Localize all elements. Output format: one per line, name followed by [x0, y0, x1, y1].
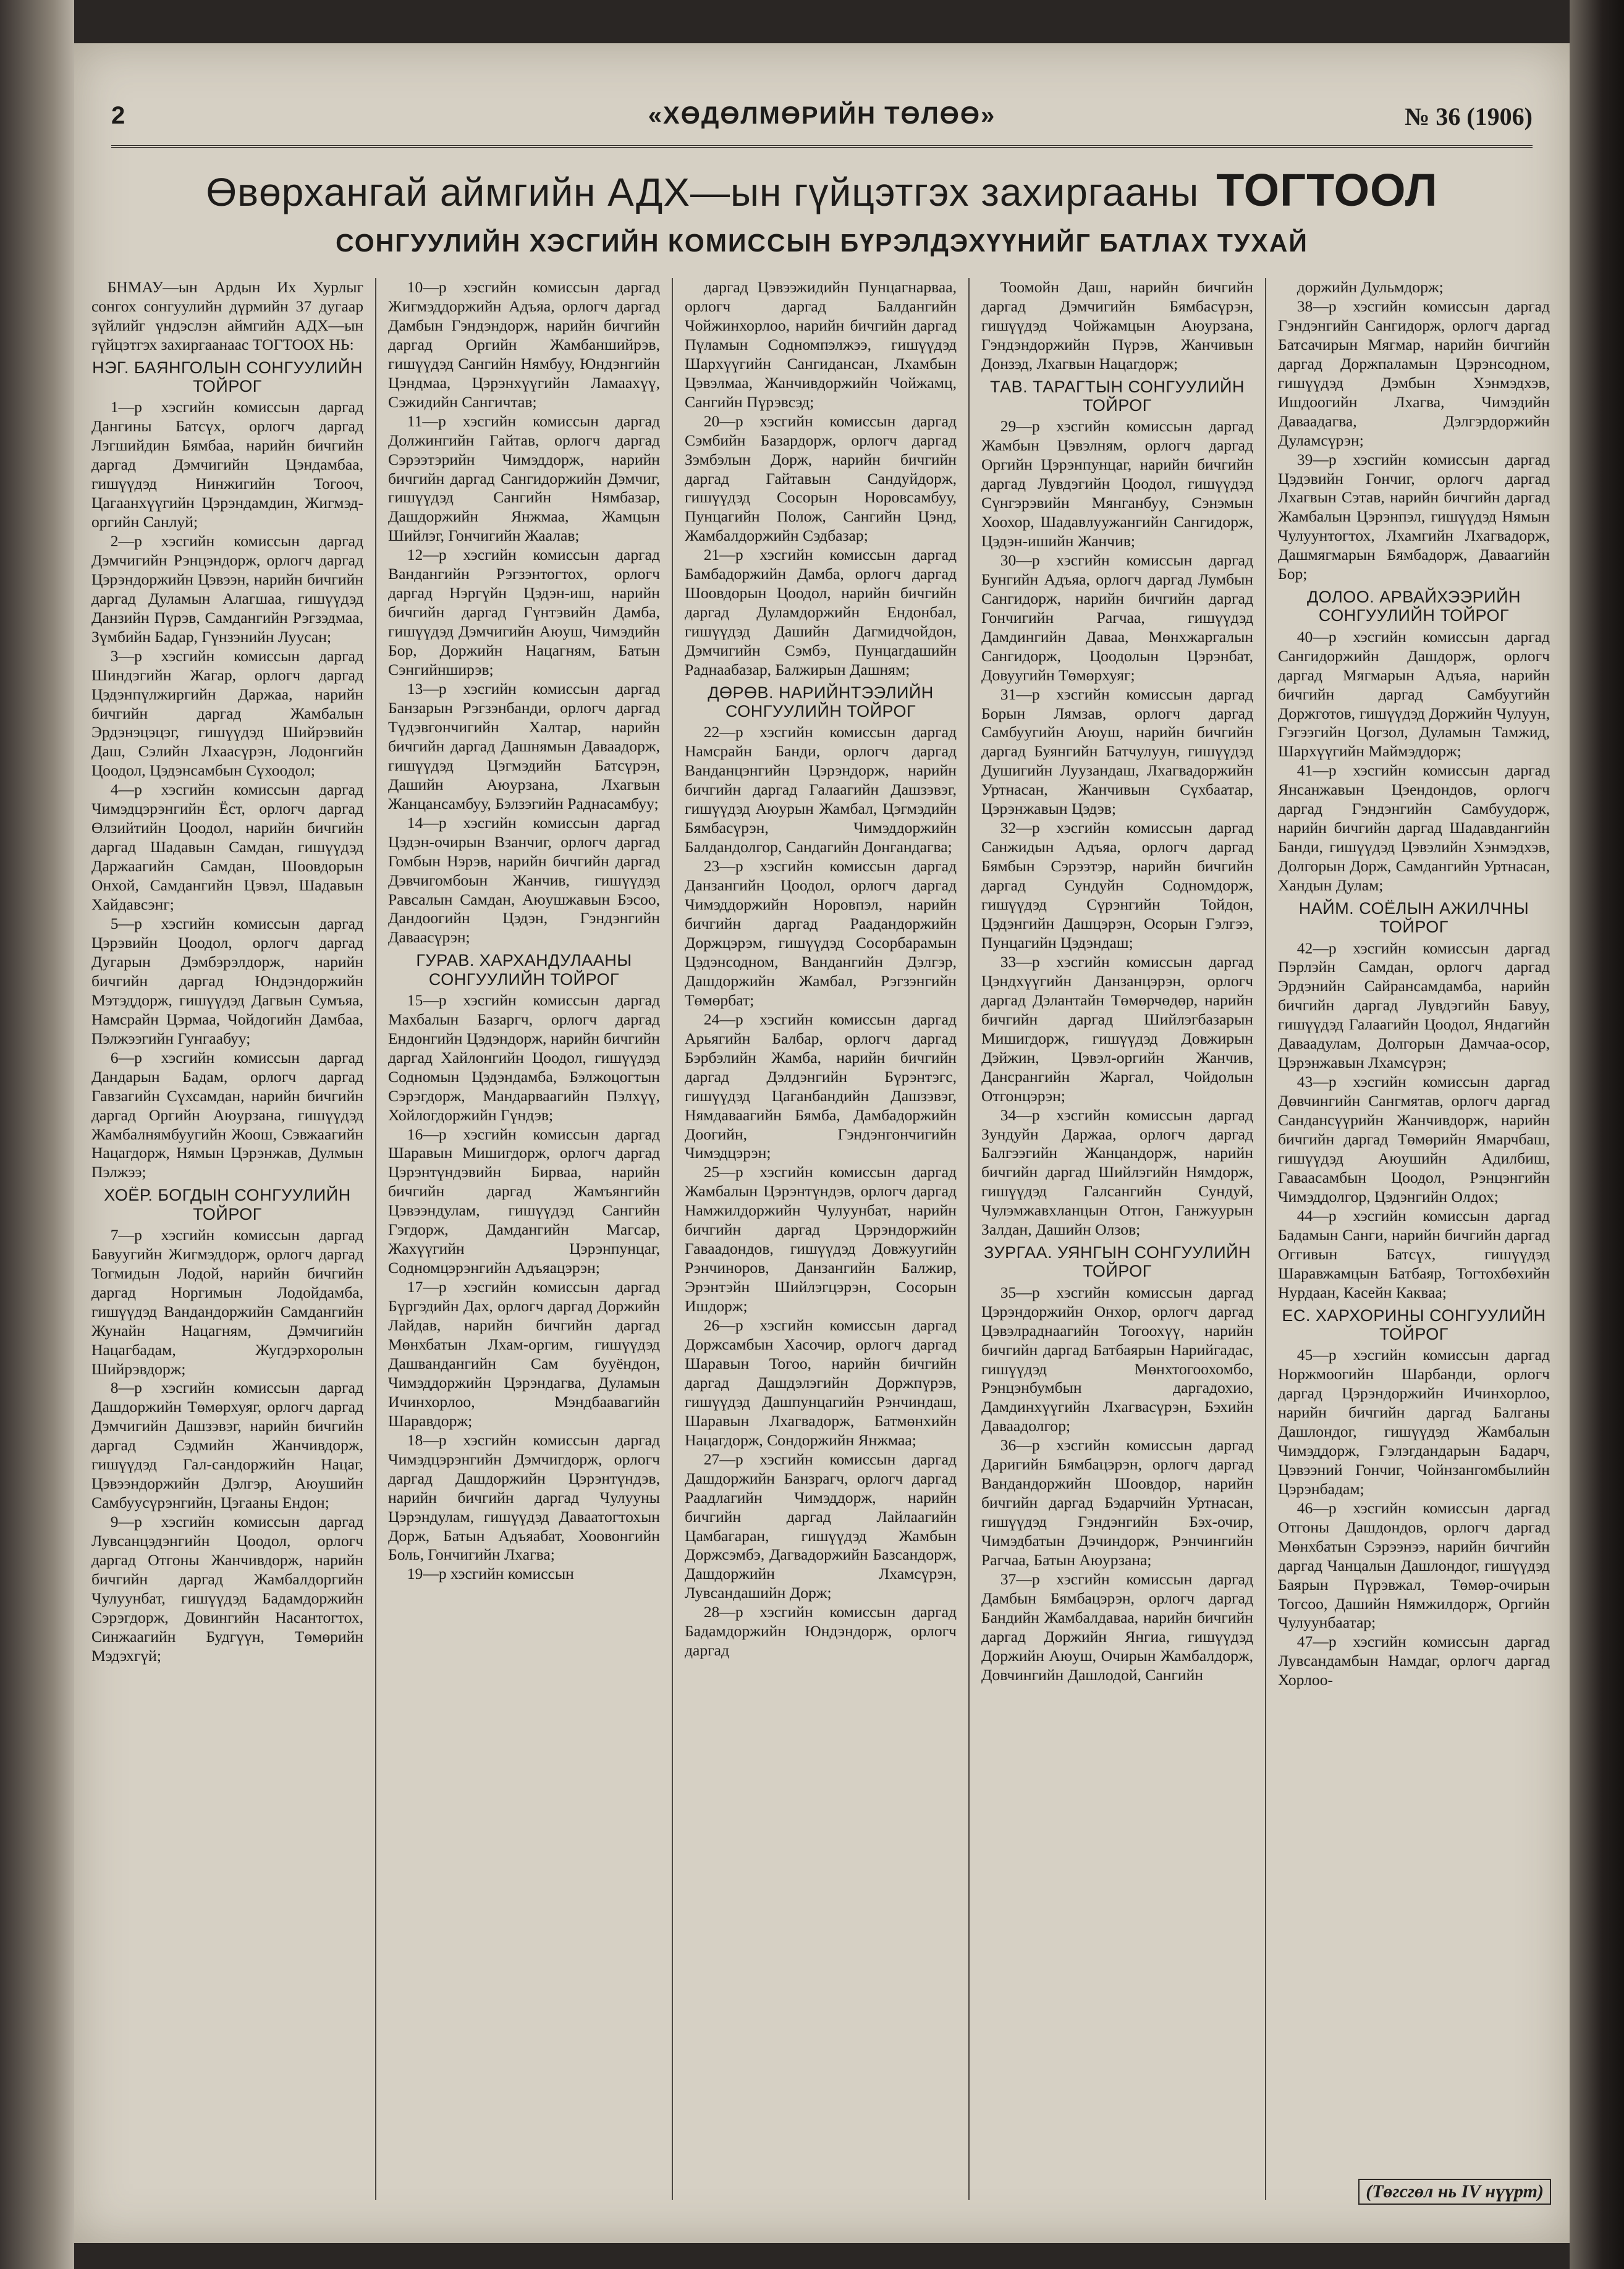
column-2 [388, 278, 660, 2200]
commission-paragraph: 32—р хэсгийн комиссын даргад Санжидын Адъяа, орлогч даргад Бямбын Сэрээтэр, нарийн бичгийн даргад Сундуйн Содномдорж, гишүүдэд Сүрэнгийн Тойдон, Цэдэнгийн Дашцэрэн, Осорын Гэлгээ, Пунцагийн Цэдэндаш; [981, 819, 1253, 952]
commission-paragraph: 38—р хэсгийн комиссын даргад Гэндэнгийн Сангидорж, орлогч даргад Батсачирын Мягмар, нарийн бичгийн даргад Доржпаламын Цэрэнсодном, гишүүдэд Дэмбын Хэнмэдхэв, Ишдоогийн Лхагва, Чимэдийн Даваадагва, Дэлгэрдоржийн Дуламсүрэн; [1278, 297, 1550, 449]
commission-paragraph: 19—р хэсгийн комиссын [407, 1565, 574, 1583]
commission-paragraph: 6—р хэсгийн комиссын даргад Дандарын Бадам, орлогч даргад Гавзагийн Сүхсамдан, нарийн бичгийн даргад Оргийн Аюурзана, гишүүдэд Жамбалнямбуугийн Жоош, Сэвжаагийн Нацагдорж, Нямын Цэрэнжав, Дулмын Пэлжээ; [91, 1048, 363, 1181]
commission-paragraph: 25—р хэсгийн комиссын даргад Жамбалын Цэрэнтүндэв, орлогч даргад Намжилдоржийн Чулуунбат, нарийн бичгийн даргад Цэрэндоржийн Гаваадондов, гишүүдэд Довжуугийн Рэнчиноров, Данзангийн Балжир, Эрэнтэйн Шийлэгцэрэн, Сосорын Ишдорж; [685, 1163, 957, 1316]
masthead [111, 102, 1533, 148]
issue-number: № 36 (1906) [1405, 103, 1533, 130]
commission-paragraph: 14—р хэсгийн комиссын даргад Цэдэн-очирын Взанчиг, орлогч даргад Гомбын Нэрэв, нарийн бичгийн даргад Дэвчигомбоын Жанчив, гишүүдэд Равсалын Самдан, Аюушжавын Бэсоо, Дандоогийн Цэдэн, Гэндэнгийн Даваасүрэн; [388, 813, 660, 947]
district-heading: НАЙМ. СОЁЛЫН АЖИЛЧНЫ ТОЙРОГ [1298, 899, 1529, 937]
commission-paragraph: даргад Цэвээжидийн Пунцагнарваа, орлогч даргад Балдангийн Чойжинхорлоо, нарийн бичгийн даргад Пүламын Содномпэлжээ, гишүүдэд Шархүүгийн Сангидансан, Лхамбын Цэвэлмаа, Жанчивдоржийн Чойжамц, Сангийн Пүрэвсэд; [685, 278, 957, 411]
commission-paragraph: 39—р хэсгийн комиссын даргад Цэдэвийн Гончиг, орлогч даргад Лхагвын Сэтав, нарийн бичгийн даргад Жамбалын Цэрэнпэл, гишүүдэд Нямын Чулуунтогтох, Лхамгийн Лхагвадорж, Дашмягмарын Бямбадорж, Даваагийн Бор; [1278, 450, 1550, 583]
district-heading: ЕС. ХАРХОРИНЫ СОНГУУЛИЙН ТОЙРОГ [1282, 1306, 1546, 1343]
commission-paragraph: 47—р хэсгийн комиссын даргад Лувсандамбын Намдаг, орлогч даргад Хорлоо- [1278, 1633, 1550, 1689]
commission-paragraph: 24—р хэсгийн комиссын даргад Арьягийн Балбар, орлогч даргад Бэрбэлийн Жамба, нарийн бичгийн даргад Дэлдэнгийн Бүрэнтэгс, гишүүдэд Цаганбандийн Дашзэвэг, Нямдаваагийн Бямба, Дамбадоржийн Доогийн, Гэндэнгончигийн Чимэдцэрэн; [685, 1010, 957, 1162]
commission-paragraph: 27—р хэсгийн комиссын даргад Дашдоржийн Банзрагч, орлогч даргад Раадлагийн Чимэддорж, нарийн бичгийн даргад Лайлаагийн Цамбагаран, гишүүдэд Жамбын Доржсэмбэ, Дагвадоржийн Базсандорж, Дашдоржийн Лхамсүрэн, Лувсандашийн Дорж; [685, 1450, 957, 1602]
commission-paragraph: 45—р хэсгийн комиссын даргад Норжмоогийн Шарбанди, орлогч даргад Цэрэндоржийн Ичинхорлоо, нарийн бичгийн даргад Балганы Дашлондог, гишүүдэд Жамбалын Чимэддорж, Гэлэгдандарын Бадарч, Цэвээний Гончиг, Чойнзангомбылийн Цэрэнбадам; [1278, 1346, 1550, 1498]
column-4 [981, 278, 1253, 2200]
page-edge-right [1570, 0, 1624, 2269]
commission-paragraph: 42—р хэсгийн комиссын даргад Пэрлэйн Самдан, орлогч даргад Эрдэнийн Сайрансамдамба, нарийн бичгийн даргад Лувдэгийн Бавуу, гишүүдэд Галаагийн Цоодол, Яндагийн Даваадулам, Долгорын Дамчаа-осор, Цэрэнжавын Лхамсүрэн; [1278, 939, 1550, 1072]
commission-paragraph: доржийн Дульмдорж; [1296, 278, 1444, 296]
article-columns [91, 278, 1552, 2206]
commission-paragraph: 20—р хэсгийн комиссын даргад Сэмбийн Базардорж, орлогч даргад Зэмбэлын Дорж, нарийн бичгийн даргад Гайтавын Сандуйдорж, гишүүдэд Сосорын Норовсамбуу, Пунцагийн Полож, Сангийн Цэнд, Жамбалдоржийн Сэдбазар; [685, 412, 957, 545]
commission-paragraph: 5—р хэсгийн комиссын даргад Цэрэвийн Цоодол, орлогч даргад Дугарын Дэмбэрэлдорж, нарийн бичгийн даргад Юндэндоржийн Мэтэддорж, гишүүдэд Дагвын Сумъяа, Намсрайн Цэрмаа, Чойдогийн Дамбаа, Пэлжээгийн Гунгаабуу; [91, 915, 363, 1047]
commission-paragraph: 13—р хэсгийн комиссын даргад Банзарын Рэгзэнбанди, орлогч даргад Түдэвгончигийн Халтар, нарийн бичгийн даргад Дашнямын Даваадорж, гишүүдэд Цэгмэдийн Батсүрэн, Дашийн Аюурзана, Лхагвын Жанцансамбуу, Бэлзэгийн Раднасамбуу; [388, 680, 660, 813]
commission-paragraph: 36—р хэсгийн комиссын даргад Даригийн Бямбацэрэн, орлогч даргад Вандандоржийн Шоовдор, нарийн бичгийн даргад Бэдарчийн Уртнасан, гишүүдэд Гэндэнгийн Бэх-очир, Чимэдбатын Дэчиндорж, Рэнчингийн Рагчаа, Батын Аюурзана; [981, 1436, 1253, 1570]
commission-paragraph: 12—р хэсгийн комиссын даргад Вандангийн Рэгзэнтогтох, орлогч даргад Нэргүйн Цэдэн-иш, нарийн бичгийн даргад Гүнтэвийн Дамба, гишүүдэд Дэмчигийн Аюуш, Чимэдийн Бор, Доржийн Нацагням, Батын Сэнгийнширэв; [388, 546, 660, 679]
newspaper-title: «ХӨДӨЛМӨРИЙН ТӨЛӨӨ» [648, 102, 996, 129]
commission-paragraph: 22—р хэсгийн комиссын даргад Намсрайн Банди, орлогч даргад Ванданцэнгийн Цэрэндорж, нарийн бичгийн даргад Галаагийн Дашзэвэг, гишүүдэд Аюурын Жамбал, Цэгмэдийн Бямбасүрэн, Чимэддоржийн Балдандолгор, Сандагийн Донгандагва; [685, 723, 957, 856]
commission-paragraph: 4—р хэсгийн комиссын даргад Чимэдцэрэнгийн Ёст, орлогч даргад Өлзийтийн Цоодол, нарийн бичгийн даргад Шадавын Самдан, гишүүдэд Даржаагийн Самдан, Шоовдорын Онхой, Самдангийн Цэвэл, Шадавын Хайдавсэнг; [91, 780, 363, 914]
commission-paragraph: 9—р хэсгийн комиссын даргад Лувсанцэдэнгийн Цоодол, орлогч даргад Отгоны Жанчивдорж, нарийн бичгийн даргад Жамбалдоргийн Чулуунбат, гишүүдэд Бадамдоржийн Сэрэгдорж, Довингийн Насантогтох, Синжаагийн Будгүүн, Төмөрийн Мэдэхгүй; [91, 1513, 363, 1665]
commission-paragraph: Тоомойн Даш, нарийн бичгийн даргад Дэмчигийн Бямбасүрэн, гишүүдэд Чойжамцын Аюурзана, Гэндэндоржийн Пүрэв, Жанчивын Донзэд, Лхагвын Нацагдорж; [981, 278, 1253, 373]
commission-paragraph: 34—р хэсгийн комиссын даргад Зундуйн Даржаа, орлогч даргад Балгээгийн Жанцандорж, нарийн бичгийн даргад Шийлэгийн Нямдорж, гишүүдэд Галсангийн Сундуй, Чулэмжавхланцын Отгон, Ганжуурын Залдан, Дашийн Олзов; [981, 1105, 1253, 1239]
headline-keyword: ТОГТООЛ [1216, 164, 1438, 216]
commission-paragraph: 33—р хэсгийн комиссын даргад Цэндхүүгийн Данзанцэрэн, орлогч даргад Дэлантайн Төмөрчөдөр, нарийн бичгийн даргад Шийлэгбазарын Мишигдорж, гишүүдэд Довжирын Дэйжин, Цэвэл-оргийн Жанчив, Дансрангийн Жаргал, Чойдолын Отгонцэрэн; [981, 952, 1253, 1105]
commission-paragraph: БНМАУ—ын Ардын Их Хурлыг сонгох сонгуулийн дүрмийн 37 дугаар зүйлийг үндэслэн аймгийн АДХ—ын гүйцэтгэх захиргаанаас ТОГТООХ НЬ: [91, 278, 363, 353]
column-divider [1265, 278, 1266, 2200]
commission-paragraph: 26—р хэсгийн комиссын даргад Доржсамбын Хасочир, орлогч даргад Шаравын Тогоо, нарийн бичгийн даргад Дашдэлэгийн Доржпүрэв, гишүүдэд Дашпунцагийн Рэнчиндаш, Шаравын Лхагвадорж, Батмөнхийн Нацагдорж, Сондоржийн Янжмаа; [685, 1316, 957, 1449]
commission-paragraph: 28—р хэсгийн комиссын даргад Бадамдоржийн Юндэндорж, орлогч даргад [685, 1603, 957, 1660]
commission-paragraph: 21—р хэсгийн комиссын даргад Бамбадоржийн Дамба, орлогч даргад Шоовдорын Цоодол, нарийн бичгийн даргад Дуламдоржийн Ендонбал, гишүүдэд Дашийн Дагмидчойдон, Дэмчигийн Сэмбэ, Пунцагдашийн Раднаабазар, Балжирын Дашням; [685, 546, 957, 679]
commission-paragraph: 46—р хэсгийн комиссын даргад Отгоны Дашдондов, орлогч даргад Мөнхбатын Сэрээнээ, нарийн бичгийн даргад Чанцалын Дашлондог, гишүүдэд Баярын Пүрэвжал, Төмөр-очирын Тогсоо, Дашийн Нямжилдорж, Оргийн Чулуунбаатар; [1278, 1498, 1550, 1632]
commission-paragraph: 40—р хэсгийн комиссын даргад Сангидоржийн Дашдорж, орлогч даргад Мягмарын Адъяа, нарийн бичгийн даргад Самбуугийн Доржготов, гишүүдэд Доржийн Чулуун, Гэгээгийн Цогзол, Дуламын Тамжид, Шархүүгийн Маймэддорж; [1278, 627, 1550, 761]
commission-paragraph: 10—р хэсгийн комиссын даргад Жигмэддоржийн Адъяа, орлогч даргад Дамбын Гэндэндорж, нарийн бичгийн даргад Оргийн Жамбаншийрэв, гишүүдэд Сангийн Нямбуу, Юндэнгийн Цэндмаа, Цэрэнхүүгийн Ламаахүү, Сэжидийн Сангичтав; [388, 278, 660, 411]
commission-paragraph: 11—р хэсгийн комиссын даргад Должингийн Гайтав, орлогч даргад Сэрээтэрийн Чимэддорж, нарийн бичгийн даргад Сангидоржийн Дэмчиг, гишүүдэд Сангийн Нямбазар, Дашдоржийн Янжмаа, Жамцын Шийлэг, Гончигийн Жаалав; [388, 412, 660, 545]
page-number: 2 [111, 102, 125, 129]
headline-text: Өвөрхангай аймгийн АДХ—ын гүйцэтгэх захиргааны [206, 170, 1199, 214]
commission-paragraph: 1—р хэсгийн комиссын даргад Дангины Батсүх, орлогч даргад Лэгшийдин Бямбаа, нарийн бичгийн даргад Дэмчигийн Цэндамбаа, гишүүдэд Нинжигийн Тогооч, Цагаанхүүгийн Цэрэндамдин, Жигмэд-оргийн Санлуй; [91, 398, 363, 531]
article-headline [74, 164, 1570, 216]
district-heading: НЭГ. БАЯНГОЛЫН СОНГУУЛИЙН ТОЙРОГ [92, 358, 363, 396]
commission-paragraph: 8—р хэсгийн комиссын даргад Дашдоржийн Төмөрхуяг, орлогч даргад Дэмчигийн Дашзэвэг, нарийн бичгийн даргад Сэдмийн Жанчивдорж, гишүүдэд Гал-сандоржийн Нацаг, Цэвээндоржийн Дэлгэр, Аюушийн Самбуусүрэнгийн, Цэгааны Ендон; [91, 1379, 363, 1512]
commission-paragraph: 35—р хэсгийн комиссын даргад Цэрэндоржийн Онхор, орлогч даргад Цэвэлраднаагийн Тогоохүү, нарийн бичгийн даргад Батбаярын Нарийгадас, гишүүдэд Мөнхтогоохомбо, Рэнцэнбумбын даргадохио, Дамдинхүүгийн Лхагвасүрэн, Бэхийн Даваадолгор; [981, 1283, 1253, 1435]
column-divider [968, 278, 970, 2200]
commission-paragraph: 29—р хэсгийн комиссын даргад Жамбын Цэвэлням, орлогч даргад Оргийн Цэрэнпунцаг, нарийн бичгийн даргад Лувдэгийн Цоодол, гишүүдэд Сүнгэрэвийн Мянганбуу, Сэнэмын Хоохор, Шадавлуужангийн Сангидорж, Цэдэн-ишийн Жанчив; [981, 417, 1253, 550]
commission-paragraph: 16—р хэсгийн комиссын даргад Шаравын Мишигдорж, орлогч даргад Цэрэнтүндэвийн Бирваа, нарийн бичгийн даргад Жамъянгийн Цэвээндулам, гишүүдэд Сангийн Гэгдорж, Дамдангийн Магсар, Жахүүгийн Цэрэнпунцаг, Содномцэрэнгийн Адъяацэрэн; [388, 1125, 660, 1277]
commission-paragraph: 7—р хэсгийн комиссын даргад Бавуугийн Жигмэддорж, орлогч даргад Тогмидын Лодой, нарийн бичгийн даргад Норгимын Лодойдамба, гишүүдэд Вандандоржийн Самдангийн Жунайн Нацагням, Дэмчигийн Нацагбадам, Жугдэрхоролын Шийрэвдорж; [91, 1225, 363, 1378]
commission-paragraph: 2—р хэсгийн комиссын даргад Дэмчигийн Рэнцэндорж, орлогч даргад Цэрэндоржийн Цэвээн, нарийн бичгийн даргад Дуламын Алагшаа, гишүүдэд Данзийн Пүрэв, Самдангийн Рэгзэдмаа, Зүмбийн Бадар, Гүнзэнийн Луусан; [91, 531, 363, 646]
commission-paragraph: 18—р хэсгийн комиссын даргад Чимэдцэрэнгийн Дэмчигдорж, орлогч даргад Дашдоржийн Цэрэнтүндэв, нарийн бичгийн даргад Чулууны Цэрэндулам, гишүүдэд Даваатогтохын Дорж, Батын Адъяабат, Хоовонгийн Боль, Гончигийн Лхагва; [388, 1430, 660, 1564]
district-heading: ГУРАВ. ХАРХАНДУЛААНЫ СОНГУУЛИЙН ТОЙРОГ [416, 951, 632, 989]
column-3 [685, 278, 957, 2200]
column-divider [375, 278, 376, 2200]
district-heading: ДОЛОО. АРВАЙХЭЭРИЙН СОНГУУЛИЙН ТОЙРОГ [1307, 588, 1521, 625]
district-heading: ХОЁР. БОГДЫН СОНГУУЛИЙН ТОЙРОГ [104, 1186, 351, 1223]
commission-paragraph: 17—р хэсгийн комиссын даргад Бүргэдийн Дах, орлогч даргад Доржийн Лайдав, нарийн бичгийн даргад Мөнхбатын Лхам-оргим, гишүүдэд Дашвандангийн Сам бууёндон, Чимэддоржийн Цэрэндагва, Дуламын Ичинхорлоо, Мэндбаавагийн Шаравдорж; [388, 1278, 660, 1430]
commission-paragraph: 15—р хэсгийн комиссын даргад Махбалын Базаргч, орлогч даргад Ендонгийн Цэдэндорж, нарийн бичгийн даргад Хайлонгийн Цоодол, гишүүдэд Содномын Цэдэндамба, Бэлжоцогтын Сэрэгдорж, Мандарваагийн Пэлхүү, Хойлогдоржийн Гүндэв; [388, 991, 660, 1124]
column-1 [91, 278, 363, 2200]
column-5 [1278, 278, 1550, 2200]
district-heading: ЗУРГАА. УЯНГЫН СОНГУУЛИЙН ТОЙРОГ [983, 1243, 1251, 1281]
commission-paragraph: 23—р хэсгийн комиссын даргад Данзангийн Цоодол, орлогч даргад Чимэддоржийн Норовпэл, нарийн бичгийн даргад Раадандоржийн Доржцэрэм, гишүүдэд Сосорбарамын Цэдэнсодном, Вандангийн Дэлгэр, Дашдоржийн Жамбал, Рэгзэнгийн Төмөрбат; [685, 857, 957, 1009]
commission-paragraph: 37—р хэсгийн комиссын даргад Дамбын Бямбацэрэн, орлогч даргад Бандийн Жамбалдаваа, нарийн бичгийн даргад Доржийн Янгиа, гишүүдэд Доржийн Аюуш, Очирын Жамбалдорж, Довчингийн Дашлодой, Сангийн [981, 1570, 1253, 1684]
commission-paragraph: 30—р хэсгийн комиссын даргад Бунгийн Адъяа, орлогч даргад Лумбын Сангидорж, нарийн бичгийн даргад Гончигийн Рагчаа, гишүүдэд Дамдингийн Даваа, Мөнхжаргалын Сангидорж, Цоодолын Цэрэнбат, Довуугийн Төмөрхуяг; [981, 551, 1253, 684]
page-edge-left [0, 0, 74, 2269]
commission-paragraph: 44—р хэсгийн комиссын даргад Бадамын Санги, нарийн бичгийн даргад Оггивын Батсүх, гишүүдэд Шаравжамцын Батбаяр, Тогтохбөхийн Нурдаан, Касейн Какваа; [1278, 1206, 1550, 1301]
commission-paragraph: 3—р хэсгийн комиссын даргад Шиндэгийн Жагар, орлогч даргад Цэдэнпүлжиргийн Даржаа, нарийн бичгийн даргад Жамбалын Эрдэнэцэцэг, гишүүдэд Шийрэвийн Даш, Сэлийн Лхаасүрэн, Лодонгийн Цоодол, Цэдэнсамбын Сүхоодол; [91, 646, 363, 780]
column-divider [672, 278, 673, 2200]
continuation-note: (Төгсгөл нь IV нүүрт) [1358, 2179, 1551, 2205]
commission-paragraph: 31—р хэсгийн комиссын даргад Борын Лямзав, орлогч даргад Самбуугийн Аюуш, нарийн бичгийн даргад Буянгийн Батчулуун, гишүүдэд Душигийн Луузандаш, Лхагвадоржийн Уртнасан, Жанчивын Сүхбаатар, Цэрэнжавын Цэдэв; [981, 685, 1253, 818]
district-heading: ДӨРӨВ. НАРИЙНТЭЭЛИЙН СОНГУУЛИЙН ТОЙРОГ [708, 683, 934, 721]
newspaper-page [74, 43, 1570, 2243]
district-heading: ТАВ. ТАРАГТЫН СОНГУУЛИЙН ТОЙРОГ [990, 377, 1245, 415]
commission-paragraph: 41—р хэсгийн комиссын даргад Янсанжавын Цэендондов, орлогч даргад Гэндэнгийн Самбуудорж, нарийн бичгийн даргад Шадавдангийн Банди, гишүүдэд Цэвэлийн Хэнмэдхэв, Долгорын Дорж, Самдангийн Уртнасан, Хандын Дулам; [1278, 761, 1550, 895]
article-subheadline: СОНГУУЛИЙН ХЭСГИЙН КОМИССЫН БҮРЭЛДЭХҮҮНИЙГ БАТЛАХ ТУХАЙ [336, 229, 1308, 257]
commission-paragraph: 43—р хэсгийн комиссын даргад Дөвчингийн Сангмятав, орлогч даргад Сандансүүрийн Жанчивдорж, нарийн бичгийн даргад Төмөрийн Ямарчбаш, гишүүдэд Аюушийн Адилбиш, Гаваасамбын Цоодол, Рэнцэнгийн Чимэддолгор, Цэдэнгийн Олдох; [1278, 1073, 1550, 1206]
